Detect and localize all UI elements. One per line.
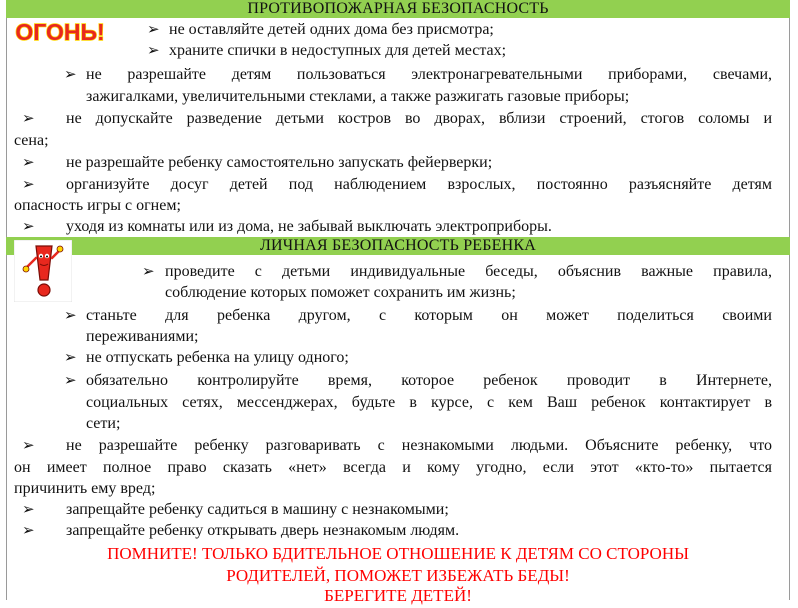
list-item: не допускайте разведение детьми костров во дворах, вблизи строений, стогов соломы и (66, 110, 772, 127)
list-item: не оставляйте детей одних дома без присмотра; (169, 21, 494, 38)
list-item: запрещайте ребенку садиться в машину с незнакомыми; (66, 501, 449, 518)
list-item-continuation: соблюдение которых поможет сохранить им жизнь; (165, 284, 516, 301)
list-item: не разрешайте ребенку самостоятельно запускать фейерверки; (66, 154, 493, 171)
list-item: не разрешайте ребенку разговаривать с незнакомыми людьми. Объясните ребенку, что (66, 437, 772, 454)
list-item-continuation: социальных сетях, мессенджерах, будьте в курсе, с кем Ваш ребенок контактирует в (86, 394, 772, 411)
bullet-icon: ➢ (22, 502, 35, 518)
list-item: станьте для ребенка другом, с которым он может поделиться своими (86, 307, 772, 324)
bullet-icon: ➢ (142, 264, 155, 280)
footer-warning-line-3: БЕРЕГИТЕ ДЕТЕЙ! (324, 586, 472, 605)
bullet-icon: ➢ (147, 22, 160, 38)
bullet-icon: ➢ (22, 177, 35, 193)
bullet-icon: ➢ (22, 219, 35, 235)
bullet-icon: ➢ (22, 155, 35, 171)
bullet-icon: ➢ (147, 43, 160, 59)
bullet-icon: ➢ (64, 67, 77, 83)
list-item-continuation: опасность игры с огнем; (14, 197, 181, 214)
exclamation-icon (14, 240, 72, 302)
list-item-continuation: сети; (86, 415, 121, 432)
list-item-continuation: зажигалками, увеличительными стеклами, а также разжигать газовые приборы; (86, 88, 630, 105)
bullet-icon: ➢ (22, 111, 35, 127)
bullet-icon: ➢ (64, 350, 77, 366)
list-item-continuation: он имеет полное право сказать «нет» всегда и кому угодно, если этот «кто-то» пытается (14, 459, 772, 476)
bullet-icon: ➢ (64, 373, 77, 389)
svg-text:ОГОНЬ!: ОГОНЬ! (15, 19, 105, 45)
list-item: храните спички в недоступных для детей местах; (169, 42, 507, 59)
list-item: уходя из комнаты или из дома, не забывай выключать электроприборы. (66, 218, 552, 235)
list-item: организуйте досуг детей под наблюдением взрослых, постоянно разъясняйте детям (66, 176, 772, 193)
list-item-continuation: переживаниями; (86, 328, 199, 345)
list-item: не отпускать ребенка на улицу одного; (86, 349, 349, 366)
bullet-icon: ➢ (22, 523, 35, 539)
list-item-continuation: сена; (14, 132, 49, 149)
footer-warning-line-2: РОДИТЕЛЕЙ, ПОМОЖЕТ ИЗБЕЖАТЬ БЕДЫ! (226, 566, 570, 585)
list-item: запрещайте ребенку открывать дверь незнакомым людям. (66, 522, 460, 539)
section-header-fire-safety: ПРОТИВОПОЖАРНАЯ БЕЗОПАСНОСТЬ (6, 0, 790, 18)
list-item-continuation: причинить ему вред; (14, 480, 156, 497)
bullet-icon: ➢ (64, 308, 77, 324)
section-header-child-safety: ЛИЧНАЯ БЕЗОПАСНОСТЬ РЕБЕНКА (6, 237, 790, 255)
bullet-icon: ➢ (22, 438, 35, 454)
footer-warning-line-1: ПОМНИТЕ! ТОЛЬКО БДИТЕЛЬНОЕ ОТНОШЕНИЕ К ДЕТЯМ СО СТОРОНЫ (107, 544, 689, 563)
list-item: обязательно контролируйте время, которое ребенок проводит в Интернете, (86, 372, 772, 389)
list-item: проведите с детьми индивидуальные беседы, объяснив важные правила, (165, 263, 772, 280)
list-item: не разрешайте детям пользоваться электронагревательными приборами, свечами, (86, 66, 772, 83)
